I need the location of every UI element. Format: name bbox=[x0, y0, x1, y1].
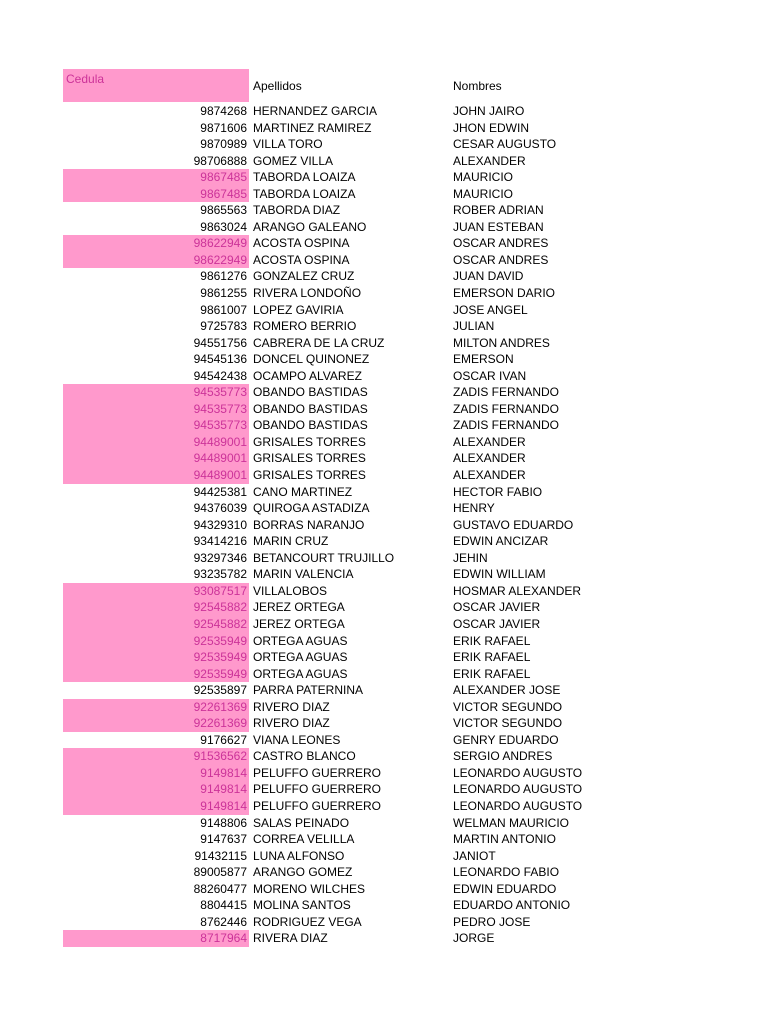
cell-cedula[interactable]: 9867485 bbox=[63, 186, 249, 203]
cell-cedula[interactable]: 94329310 bbox=[193, 517, 247, 532]
header-nombres: Nombres bbox=[453, 79, 502, 93]
cell-nombres[interactable]: MARTIN ANTONIO bbox=[453, 832, 556, 847]
cell-apellidos[interactable]: GRISALES TORRES bbox=[253, 434, 366, 449]
cell-nombres[interactable]: ALEXANDER bbox=[453, 451, 526, 466]
cell-apellidos[interactable]: RIVERA LONDOÑO bbox=[253, 286, 362, 301]
cell-nombres[interactable]: JUAN ESTEBAN bbox=[453, 219, 544, 234]
cell-cedula[interactable]: 93235782 bbox=[193, 567, 247, 582]
cell-apellidos[interactable]: GRISALES TORRES bbox=[253, 451, 366, 466]
cell-apellidos[interactable]: RIVERO DIAZ bbox=[253, 699, 330, 714]
cell-cedula[interactable]: 89005877 bbox=[193, 865, 247, 880]
cell-cedula[interactable]: 91536562 bbox=[63, 748, 249, 765]
cell-nombres[interactable]: GENRY EDUARDO bbox=[453, 732, 559, 747]
cell-cedula[interactable]: 92535949 bbox=[63, 666, 249, 683]
cell-cedula[interactable]: 94489001 bbox=[63, 467, 249, 484]
cell-cedula[interactable]: 9148806 bbox=[200, 815, 247, 830]
cell-nombres[interactable]: ERIK RAFAEL bbox=[453, 650, 531, 665]
cell-nombres[interactable]: SERGIO ANDRES bbox=[453, 749, 553, 764]
cell-cedula[interactable]: 98706888 bbox=[193, 153, 247, 168]
cell-cedula[interactable]: 9149814 bbox=[63, 781, 249, 798]
cell-cedula[interactable]: 93087517 bbox=[63, 583, 249, 600]
cell-cedula[interactable]: 9865563 bbox=[200, 203, 247, 218]
cell-nombres[interactable]: JOSE ANGEL bbox=[453, 302, 528, 317]
cell-apellidos[interactable]: PELUFFO GUERRERO bbox=[253, 765, 382, 780]
cell-cedula[interactable]: 9861276 bbox=[200, 269, 247, 284]
cell-nombres[interactable]: JEHIN bbox=[453, 550, 488, 565]
cell-nombres[interactable]: LEONARDO AUGUSTO bbox=[453, 765, 583, 780]
cell-nombres[interactable]: JUAN DAVID bbox=[453, 269, 524, 284]
cell-apellidos[interactable]: OBANDO BASTIDAS bbox=[253, 385, 368, 400]
cell-apellidos[interactable]: CORREA VELILLA bbox=[253, 832, 355, 847]
cell-apellidos[interactable]: CANO MARTINEZ bbox=[253, 484, 353, 499]
cell-cedula[interactable]: 92535949 bbox=[63, 649, 249, 666]
cell-cedula[interactable]: 92535897 bbox=[193, 683, 247, 698]
cell-nombres[interactable]: MAURICIO bbox=[453, 186, 513, 201]
cell-cedula[interactable]: 94535773 bbox=[63, 401, 249, 418]
cell-nombres[interactable]: MAURICIO bbox=[453, 170, 513, 185]
cell-nombres[interactable]: EDUARDO ANTONIO bbox=[453, 898, 571, 913]
cell-nombres[interactable]: EMERSON DARIO bbox=[453, 286, 556, 301]
cell-nombres[interactable]: JORGE bbox=[453, 931, 495, 946]
cell-nombres[interactable]: ALEXANDER bbox=[453, 468, 526, 483]
header-apellidos: Apellidos bbox=[253, 79, 302, 93]
cell-nombres[interactable]: ALEXANDER bbox=[453, 434, 526, 449]
cell-nombres[interactable]: OSCAR JAVIER bbox=[453, 616, 541, 631]
cell-nombres[interactable]: CESAR AUGUSTO bbox=[453, 137, 557, 152]
cell-apellidos[interactable]: DONCEL QUINONEZ bbox=[253, 352, 370, 367]
cell-cedula[interactable]: 93297346 bbox=[193, 550, 247, 565]
cell-apellidos[interactable]: QUIROGA ASTADIZA bbox=[253, 501, 370, 516]
cell-apellidos[interactable]: OCAMPO ALVAREZ bbox=[253, 368, 362, 383]
cell-nombres[interactable]: EDWIN WILLIAM bbox=[453, 567, 546, 582]
cell-apellidos[interactable]: ORTEGA AGUAS bbox=[253, 650, 348, 665]
cell-nombres[interactable]: EDWIN EDUARDO bbox=[453, 881, 557, 896]
cell-apellidos[interactable]: RIVERO DIAZ bbox=[253, 716, 330, 731]
cell-cedula[interactable]: 9861255 bbox=[200, 286, 247, 301]
header-cedula: Cedula bbox=[63, 69, 249, 102]
cell-cedula[interactable]: 9149814 bbox=[63, 765, 249, 782]
cell-apellidos[interactable]: MARTINEZ RAMIREZ bbox=[253, 120, 372, 135]
cell-cedula[interactable]: 94545136 bbox=[193, 352, 247, 367]
cell-apellidos[interactable]: ROMERO BERRIO bbox=[253, 319, 357, 334]
cell-apellidos[interactable]: BETANCOURT TRUJILLO bbox=[253, 550, 395, 565]
cell-cedula[interactable]: 9149814 bbox=[63, 798, 249, 815]
cell-nombres[interactable]: ERIK RAFAEL bbox=[453, 633, 531, 648]
cell-nombres[interactable]: OSCAR ANDRES bbox=[453, 236, 549, 251]
cell-nombres[interactable]: WELMAN MAURICIO bbox=[453, 815, 570, 830]
cell-nombres[interactable]: HOSMAR ALEXANDER bbox=[453, 583, 582, 598]
cell-cedula[interactable]: 94425381 bbox=[193, 484, 247, 499]
cell-cedula[interactable]: 91432115 bbox=[194, 848, 247, 863]
cell-cedula[interactable]: 9874268 bbox=[200, 104, 247, 118]
cell-cedula[interactable]: 88260477 bbox=[193, 881, 247, 896]
cell-cedula[interactable]: 9871606 bbox=[200, 120, 247, 135]
cell-apellidos[interactable]: JEREZ ORTEGA bbox=[253, 616, 345, 631]
cell-apellidos[interactable]: PELUFFO GUERRERO bbox=[253, 782, 382, 797]
cell-apellidos[interactable]: OBANDO BASTIDAS bbox=[253, 418, 368, 433]
cell-cedula[interactable]: 8717964 bbox=[63, 930, 249, 947]
cell-cedula[interactable]: 94376039 bbox=[193, 501, 247, 516]
cell-apellidos[interactable]: CABRERA DE LA CRUZ bbox=[253, 335, 385, 350]
cell-cedula[interactable]: 92261369 bbox=[63, 715, 249, 732]
cell-apellidos[interactable]: HERNANDEZ GARCIA bbox=[253, 104, 378, 118]
cell-nombres[interactable]: OSCAR JAVIER bbox=[453, 600, 541, 615]
cell-nombres[interactable]: ZADIS FERNANDO bbox=[453, 401, 560, 416]
cell-apellidos[interactable]: TABORDA LOAIZA bbox=[253, 170, 356, 185]
cell-nombres[interactable]: JULIAN bbox=[453, 319, 495, 334]
cell-apellidos[interactable]: ACOSTA OSPINA bbox=[253, 236, 350, 251]
cell-apellidos[interactable]: RIVERA DIAZ bbox=[253, 931, 328, 946]
cell-apellidos[interactable]: TABORDA LOAIZA bbox=[253, 186, 356, 201]
cell-apellidos[interactable]: ORTEGA AGUAS bbox=[253, 633, 348, 648]
cell-apellidos[interactable]: ACOSTA OSPINA bbox=[253, 252, 350, 267]
cell-apellidos[interactable]: GONZALEZ CRUZ bbox=[253, 269, 355, 284]
cell-cedula[interactable]: 9725783 bbox=[200, 319, 247, 334]
cell-nombres[interactable]: ZADIS FERNANDO bbox=[453, 418, 560, 433]
cell-cedula[interactable]: 94535773 bbox=[63, 417, 249, 434]
cell-apellidos[interactable]: OBANDO BASTIDAS bbox=[253, 401, 368, 416]
cell-cedula[interactable]: 9867485 bbox=[63, 169, 249, 186]
cell-nombres[interactable]: PEDRO JOSE bbox=[453, 914, 531, 929]
cell-apellidos[interactable]: VIANA LEONES bbox=[253, 732, 341, 747]
cell-cedula[interactable]: 9176627 bbox=[200, 732, 247, 747]
cell-nombres[interactable]: VICTOR SEGUNDO bbox=[453, 699, 563, 714]
cell-apellidos[interactable]: SALAS PEINADO bbox=[253, 815, 350, 830]
cell-apellidos[interactable]: MOLINA SANTOS bbox=[253, 898, 351, 913]
cell-cedula[interactable]: 94551756 bbox=[193, 335, 247, 350]
cell-cedula[interactable]: 92545882 bbox=[63, 599, 249, 616]
cell-cedula[interactable]: 92261369 bbox=[63, 699, 249, 716]
cell-apellidos[interactable]: MARIN VALENCIA bbox=[253, 567, 354, 582]
cell-cedula[interactable]: 92545882 bbox=[63, 616, 249, 633]
cell-cedula[interactable]: 9861007 bbox=[200, 302, 247, 317]
cell-cedula[interactable]: 9870989 bbox=[200, 137, 247, 152]
cell-nombres[interactable]: LEONARDO AUGUSTO bbox=[453, 798, 583, 813]
cell-nombres[interactable]: HENRY bbox=[453, 501, 495, 516]
cell-cedula[interactable]: 94535773 bbox=[63, 384, 249, 401]
cell-nombres[interactable]: ALEXANDER JOSE bbox=[453, 683, 561, 698]
cell-nombres[interactable]: EMERSON bbox=[453, 352, 514, 367]
cell-nombres[interactable]: ALEXANDER bbox=[453, 153, 526, 168]
cell-apellidos[interactable]: CASTRO BLANCO bbox=[253, 749, 356, 764]
cell-apellidos[interactable]: MORENO WILCHES bbox=[253, 881, 366, 896]
cell-nombres[interactable]: ERIK RAFAEL bbox=[453, 666, 531, 681]
cell-cedula[interactable]: 8804415 bbox=[200, 898, 247, 913]
cell-apellidos[interactable]: RODRIGUEZ VEGA bbox=[253, 914, 362, 929]
cell-cedula[interactable]: 92535949 bbox=[63, 633, 249, 650]
cell-nombres[interactable]: EDWIN ANCIZAR bbox=[453, 534, 549, 549]
cell-nombres[interactable]: ZADIS FERNANDO bbox=[453, 385, 560, 400]
cell-apellidos[interactable]: LOPEZ GAVIRIA bbox=[253, 302, 344, 317]
cell-nombres[interactable]: ROBER ADRIAN bbox=[453, 203, 544, 218]
cell-nombres[interactable]: JOHN JAIRO bbox=[453, 104, 525, 118]
cell-cedula[interactable]: 94542438 bbox=[193, 368, 247, 383]
cell-apellidos[interactable]: BORRAS NARANJO bbox=[253, 517, 365, 532]
cell-cedula[interactable]: 98622949 bbox=[63, 235, 249, 252]
cell-nombres[interactable]: JANIOT bbox=[453, 848, 496, 863]
cell-apellidos[interactable]: TABORDA DIAZ bbox=[253, 203, 341, 218]
cell-apellidos[interactable]: MARIN CRUZ bbox=[253, 534, 329, 549]
cell-apellidos[interactable]: VILLA TORO bbox=[253, 137, 323, 152]
cell-nombres[interactable]: OSCAR ANDRES bbox=[453, 252, 549, 267]
cell-apellidos[interactable]: ARANGO GALEANO bbox=[253, 219, 367, 234]
cell-nombres[interactable]: VICTOR SEGUNDO bbox=[453, 716, 563, 731]
cell-apellidos[interactable]: VILLALOBOS bbox=[253, 583, 328, 598]
cell-cedula[interactable]: 94489001 bbox=[63, 434, 249, 451]
cell-cedula[interactable]: 9147637 bbox=[200, 832, 247, 847]
cell-apellidos[interactable]: GOMEZ VILLA bbox=[253, 153, 334, 168]
cell-nombres[interactable]: HECTOR FABIO bbox=[453, 484, 543, 499]
cell-apellidos[interactable]: PARRA PATERNINA bbox=[253, 683, 364, 698]
cell-apellidos[interactable]: JEREZ ORTEGA bbox=[253, 600, 345, 615]
cell-apellidos[interactable]: GRISALES TORRES bbox=[253, 468, 366, 483]
cell-apellidos[interactable]: LUNA ALFONSO bbox=[253, 848, 345, 863]
cell-nombres[interactable]: MILTON ANDRES bbox=[453, 335, 550, 350]
cell-cedula[interactable]: 94489001 bbox=[63, 450, 249, 467]
cell-cedula[interactable]: 93414216 bbox=[193, 534, 247, 549]
cell-cedula[interactable]: 9863024 bbox=[200, 219, 247, 234]
cell-apellidos[interactable]: ORTEGA AGUAS bbox=[253, 666, 348, 681]
cell-cedula[interactable]: 8762446 bbox=[200, 914, 247, 929]
cell-apellidos[interactable]: PELUFFO GUERRERO bbox=[253, 798, 382, 813]
cell-cedula[interactable]: 98622949 bbox=[63, 252, 249, 269]
cell-nombres[interactable]: JHON EDWIN bbox=[453, 120, 529, 135]
cell-nombres[interactable]: GUSTAVO EDUARDO bbox=[453, 517, 574, 532]
cell-nombres[interactable]: OSCAR IVAN bbox=[453, 368, 527, 383]
cell-apellidos[interactable]: ARANGO GOMEZ bbox=[253, 865, 353, 880]
cell-nombres[interactable]: LEONARDO AUGUSTO bbox=[453, 782, 583, 797]
cell-nombres[interactable]: LEONARDO FABIO bbox=[453, 865, 560, 880]
